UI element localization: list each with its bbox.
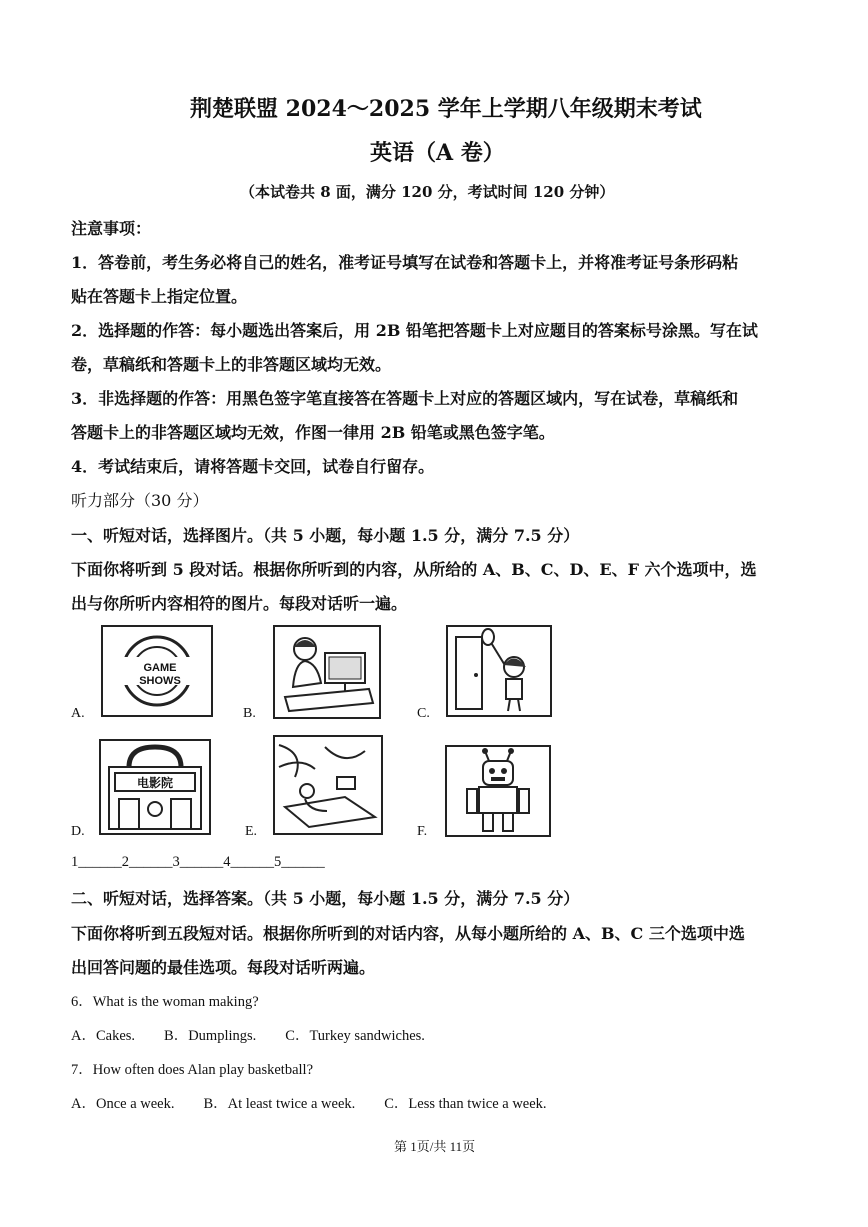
section1-answer-blanks: 1______2______3______4______5______ xyxy=(71,854,325,870)
section1-title: 一、听短对话，选择图片。（共 5 小题，每小题 1.5 分，满分 7.5 分） xyxy=(71,526,580,545)
option-e-label: E. xyxy=(245,824,258,839)
notice-item2-line1: 2．选择题的作答：每小题选出答案后，用 2B 铅笔把答题卡上对应题目的答案标号涂黑。写在试 xyxy=(71,321,758,340)
question-7: 7．How often does Alan play basketball? xyxy=(71,1062,314,1078)
option-c-label: C. xyxy=(417,706,430,721)
section1-instruction-line2: 出与你所听内容相符的图片。每段对话听一遍。 xyxy=(71,594,408,613)
option-e-image xyxy=(273,735,383,835)
notice-item4: 4．考试结束后，请将答题卡交回，试卷自行留存。 xyxy=(71,457,435,476)
girl-cleaning-icon xyxy=(448,627,550,715)
question-6-options: A．Cakes. B．Dumplings. C．Turkey sandwiches. xyxy=(71,1028,425,1044)
robot-icon xyxy=(447,747,549,835)
game-shows-text-bottom: SHOWS xyxy=(139,675,181,687)
page-number: 第 1页/共 11页 xyxy=(394,1139,476,1154)
exam-title: 荆楚联盟 2024～2025 学年上学期八年级期末考试 xyxy=(190,96,702,122)
notice-item3-line2: 答题卡上的非答题区域均无效，作图一律用 2B 铅笔或黑色签字笔。 xyxy=(71,423,555,442)
option-d-label: D. xyxy=(71,824,85,839)
cinema-sign-text: 电影院 xyxy=(136,776,174,790)
beach-girl-icon xyxy=(275,737,381,833)
option-f-label: F. xyxy=(417,824,428,839)
section2-instruction-line1: 下面你将听到五段短对话。根据你所听到的对话内容，从每小题所给的 A、B、C 三个选项中选 xyxy=(71,924,745,943)
option-a-image xyxy=(101,625,213,717)
option-a-label: A. xyxy=(71,706,85,721)
section1-instruction-line1: 下面你将听到 5 段对话。根据你所听到的内容，从所给的 A、B、C、D、E、F 六个选项中，选 xyxy=(71,560,757,579)
option-b-label: B. xyxy=(243,706,256,721)
question-7-options: A．Once a week. B．At least twice a week. C．Less than twice a week. xyxy=(71,1096,547,1112)
option-f-image xyxy=(445,745,551,837)
notice-item1-line1: 1．答卷前，考生务必将自己的姓名，准考证号填写在试卷和答题卡上，并将准考证号条形码粘 xyxy=(71,253,739,272)
question-6: 6．What is the woman making? xyxy=(71,994,259,1010)
listening-part-title: 听力部分（30 分） xyxy=(71,491,209,510)
notice-heading: 注意事项： xyxy=(71,219,152,238)
cinema-icon xyxy=(101,741,209,833)
exam-subtitle: 英语（A 卷） xyxy=(370,140,505,166)
section2-title: 二、听短对话，选择答案。（共 5 小题，每小题 1.5 分，满分 7.5 分） xyxy=(71,889,580,908)
notice-item3-line1: 3．非选择题的作答：用黑色签字笔直接答在答题卡上对应的答题区域内，写在试卷，草稿纸和 xyxy=(71,389,739,408)
option-d-image xyxy=(99,739,211,835)
game-shows-text-top: GAME xyxy=(143,662,177,674)
exam-info: （本试卷共 8 面，满分 120 分，考试时间 120 分钟） xyxy=(240,183,615,201)
section2-instruction-line2: 出回答问题的最佳选项。每段对话听两遍。 xyxy=(71,958,376,977)
notice-item1-line2: 贴在答题卡上指定位置。 xyxy=(71,287,248,306)
option-c-image xyxy=(446,625,552,717)
option-b-image xyxy=(273,625,381,719)
game-shows-icon xyxy=(103,627,211,715)
notice-item2-line2: 卷，草稿纸和答题卡上的非答题区域均无效。 xyxy=(71,355,392,374)
boy-computer-icon xyxy=(275,627,379,717)
